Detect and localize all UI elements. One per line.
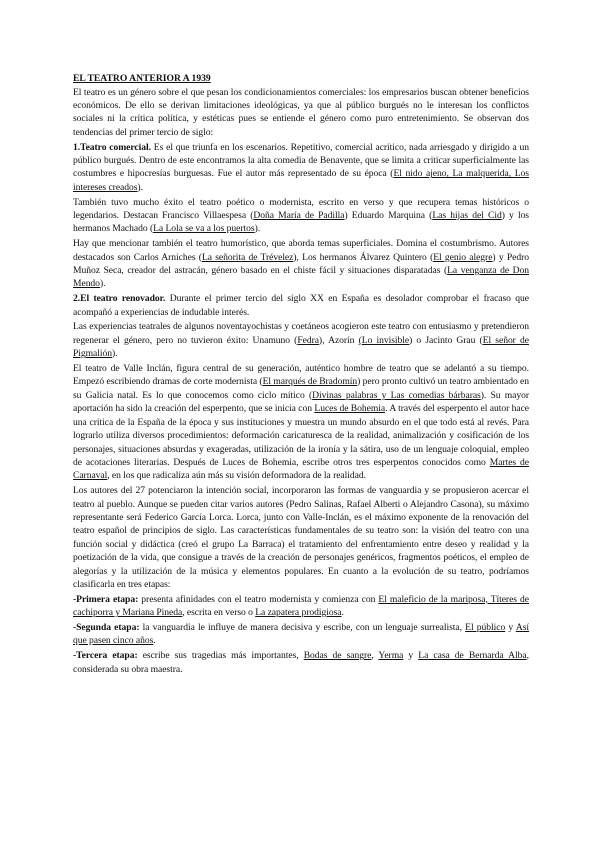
paragraph-experiencias bbox=[73, 320, 529, 360]
work-title: La señorita de Trévelez bbox=[201, 251, 294, 263]
section-heading: 1.Teatro comercial. bbox=[73, 141, 151, 153]
text-run: ) pero pronto cultivó un teatro ambientado en su Galicia natal. Es lo que conocemos como ciclo mítico ( bbox=[73, 376, 530, 401]
work-title: Luces de Bohemia bbox=[314, 403, 386, 415]
text-run: Durante el primer tercio del siglo XX en España es desolador comprobar el fracaso que acompañó a experiencias de indudable interés. bbox=[73, 293, 529, 318]
work-title: Fedra bbox=[297, 334, 319, 346]
work-title: Divinas palabras y Las comedias bárbaras bbox=[312, 389, 481, 401]
work-title: El genio alegre bbox=[433, 251, 493, 263]
text-run: ). bbox=[137, 181, 143, 193]
text-run: , en los que radicaliza aún más su visión deformadora de la realidad. bbox=[107, 470, 366, 482]
text-run: . bbox=[153, 635, 156, 647]
paragraph-renovador bbox=[73, 292, 529, 319]
text-run: El teatro de Valle Inclán, figura central de su generación, auténtico hombre de teatro que se adelantó a su tiempo. Empezó escribiendo dramas de corte modernista ( bbox=[73, 363, 529, 388]
work-title: El nido ajeno, La malquerida, Los intereses creados bbox=[73, 168, 529, 193]
work-title: Bodas de sangre bbox=[303, 650, 372, 662]
text-run: ). bbox=[112, 348, 118, 360]
text-run: , considerada su obra maestra. bbox=[73, 650, 529, 675]
work-title: El maleficio de la mariposa, Títeres de cachiporra y Mariana Pineda bbox=[73, 593, 529, 619]
text-run: Los autores del 27 potenciaron la intención social, incorporaron las formas de vanguardia y se propusieron acercar el teatro al pueblo. Aunque se pueden citar varios autores (Pedro Salinas, Rafael Alberti o Alejandro Casona), su máximo representante será Federico García Lorca. Lorca, junto con Valle-Inclán, es el máximo exponente de la renovación del teatro español de principios de siglo. Las características fundamentales de su teatro son: la visión del teatro con una función social y didáctica (creó el grupo La Barraca) el tratamiento del enfrentamiento entre deseo y realidad y la poetización de la vida, que consigue a través de la creación de personajes genéricos, fragmentos poéticos, el empleo de alegorías y la utilización de la música y elementos populares. En cuanto a la evolución de su teatro, podríamos clasificarla en tres etapas: bbox=[73, 485, 529, 590]
document-body bbox=[73, 86, 529, 676]
text-run: y bbox=[403, 650, 419, 662]
work-title: Así que pasen cinco años bbox=[73, 621, 530, 647]
paragraph-generacion27 bbox=[73, 484, 529, 591]
text-run: ). bbox=[254, 223, 261, 235]
text-run: . A través del esperpento el autor hace una crítica de la España de la época y sus instituciones y muestra un mundo absurdo en el que todo está al revés. Para lograrlo utiliza diversos procedimientos: deformación caricaturesca de la realidad, animalización y cosificación de los personajes, situaciones absurdas y exageradas, utilización de la ironía y la sátira, uso de un lenguaje coloquial, empleo de acotaciones literarias. Después de Luces de Bohemia, escribe otros tres esperpentos conocidos como bbox=[73, 403, 530, 468]
work-title: Martes de Carnaval bbox=[73, 456, 529, 482]
work-title: El señor de Pigmalión bbox=[73, 334, 529, 360]
work-title: Las hijas del Cid bbox=[432, 210, 502, 222]
work-title: El marqués de Bradomín bbox=[262, 376, 358, 388]
text-run: escribe sus tragedias más importantes, bbox=[137, 650, 304, 662]
work-title: La venganza de Don Mendo bbox=[73, 265, 529, 290]
text-run: ) Eduardo Marquina ( bbox=[344, 210, 433, 222]
work-title: El público bbox=[465, 621, 506, 633]
text-run: ) o Jacinto Grau ( bbox=[409, 334, 483, 346]
section-heading: -Segunda etapa: bbox=[73, 621, 140, 633]
work-title: (Lo invisible bbox=[358, 334, 410, 346]
text-run: También tuvo mucho éxito el teatro poético o modernista, escrito en verso y que recupera temas históricos o legendarios. Destacan Francisco Villaespesa ( bbox=[73, 196, 529, 222]
paragraph-etapa3 bbox=[73, 649, 529, 676]
section-heading: -Tercera etapa: bbox=[73, 650, 138, 662]
text-run: Es el que triunfa en los escenarios. Repetitivo, comercial acrítico, nada arriesgado y dirigido a un público burgués. Dentro de este encontramos la alta comedia de Benavente, que se limita a criticar superficialmente las costumbres e hipocresías burguesas. Fue el autor más representado de su época ( bbox=[73, 141, 529, 180]
text-run: , escrita en verso o bbox=[182, 607, 256, 619]
work-title: La Lola se va a los puertos bbox=[153, 223, 255, 235]
work-title: La casa de Bernarda Alba bbox=[418, 650, 527, 662]
paragraph-valle bbox=[73, 362, 529, 483]
text-run: ) y Pedro Muñoz Seca, creador del astracán, género basado en el chiste fácil y situaciones disparatadas ( bbox=[73, 251, 529, 277]
text-run: . bbox=[341, 607, 344, 619]
text-run: ), Azorín bbox=[318, 334, 359, 346]
work-title: La zapatera prodigiosa bbox=[255, 607, 342, 619]
section-heading: 2.El teatro renovador. bbox=[73, 293, 166, 305]
paragraph-intro bbox=[73, 86, 529, 140]
text-run: presenta afinidades con el teatro modernista y comienza con bbox=[138, 593, 379, 605]
text-run: ), Los hermanos Álvarez Quintero ( bbox=[293, 251, 434, 263]
text-run: Hay que mencionar también el teatro humorístico, que aborda temas superficiales. Domina el costumbrismo. Autores destacados son Carlos Arniches ( bbox=[73, 238, 529, 263]
text-run: , bbox=[371, 650, 379, 662]
text-run: El teatro es un género sobre el que pesan los condicionamientos comerciales: los empresarios buscan obtener beneficios económicos. De ello se derivan limitaciones ideológicas, ya que al público burgués no le interesan los conflictos sociales ni la crítica política, y estéticas pues se entiende el género como puro entretenimiento. Se observan dos tendencias del primer tercio de siglo: bbox=[73, 86, 529, 138]
paragraph-comercial bbox=[73, 141, 529, 195]
text-run: Las experiencias teatrales de algunos noventayochistas y coetáneos acogieron este teatro con entusiasmo y pretendieron regenerar el género, pero no tuvieron éxito: Unamuno ( bbox=[73, 321, 529, 346]
text-run: ). Su mayor aportación ha sido la creación del esperpento, que se inicia con bbox=[73, 389, 530, 415]
work-title: Yerma bbox=[378, 650, 404, 662]
work-title: Doña María de Padilla bbox=[253, 210, 345, 222]
document-title: EL TEATRO ANTERIOR A 1939 bbox=[73, 73, 211, 84]
text-run: ) y los hermanos Machado ( bbox=[73, 210, 529, 235]
paragraph-etapa2 bbox=[73, 621, 529, 648]
section-heading: -Primera etapa: bbox=[73, 593, 139, 605]
paragraph-humoristico bbox=[73, 237, 529, 291]
paragraph-etapa1 bbox=[73, 593, 529, 620]
text-run: la vanguardia le influye de manera decisiva y escribe, con un lenguaje surrealista, bbox=[139, 621, 466, 633]
text-run: y bbox=[505, 621, 516, 633]
text-run: ). bbox=[99, 278, 106, 290]
paragraph-poetico bbox=[73, 196, 529, 236]
